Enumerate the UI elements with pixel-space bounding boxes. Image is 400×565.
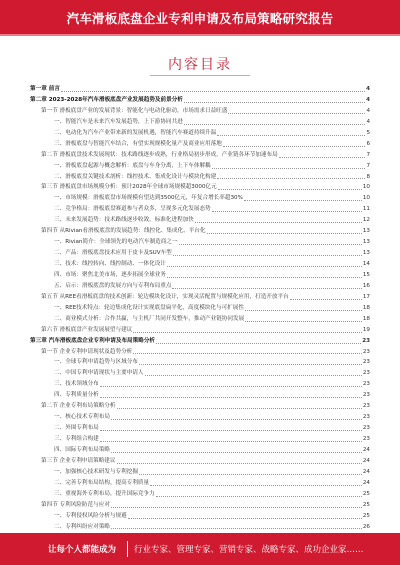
toc-leader-dots	[117, 408, 362, 409]
toc-entry-title: 二、专利纠纷应对策略	[54, 523, 110, 530]
toc-entry-title: 一、加强核心技术研发与专利挖掘	[54, 468, 138, 475]
toc-entry-page: 25	[362, 490, 370, 497]
toc-entry[interactable]	[30, 500, 370, 511]
toc-entry[interactable]	[30, 423, 370, 434]
toc-leader-dots	[223, 146, 366, 147]
toc-leader-dots	[195, 222, 362, 223]
toc-leader-dots	[111, 507, 362, 508]
toc-entry[interactable]	[30, 379, 370, 390]
toc-entry-title: 四、国际专利布局策略	[54, 446, 110, 453]
report-header	[0, 0, 400, 34]
toc-entry-page: 7	[366, 162, 370, 169]
toc-entry[interactable]	[30, 325, 370, 336]
toc-entry-page: 18	[362, 304, 370, 311]
toc-entry-title: 三、重视海外专利布局，提升国际竞争力	[54, 490, 155, 497]
toc-entry-page: 13	[362, 228, 370, 235]
toc-entry[interactable]	[30, 281, 370, 292]
toc-entry-title: 第五节 从REE看滑板底盘的技术创新：轮边模块化设计，实现灵活配置与规模化应用，打造开放平台	[41, 293, 289, 300]
toc-entry-page: 7	[366, 151, 370, 158]
toc-leader-dots	[290, 299, 362, 300]
toc-entry[interactable]	[30, 84, 370, 95]
toc-entry-title: 二、滑板底盘关键技术剖析：线控技术、集成化设计与模块化构建	[54, 173, 217, 180]
toc-entry-title: 二、中国专利申请现状与主要申请人	[54, 370, 144, 377]
toc-leader-dots	[228, 113, 365, 114]
toc-leader-dots	[173, 255, 362, 256]
toc-entry-page: 10	[362, 184, 370, 191]
toc-entry-title: 四、专利质量分析	[54, 392, 99, 399]
toc-entry-page: 15	[362, 271, 370, 278]
toc-entry-page: 24	[362, 468, 370, 475]
toc-entry[interactable]	[30, 237, 370, 248]
toc-entry-page: 4	[366, 96, 370, 103]
toc-leader-dots	[184, 124, 366, 125]
toc-entry[interactable]	[30, 368, 370, 379]
toc-leader-dots	[61, 91, 365, 92]
toc-entry[interactable]	[30, 467, 370, 478]
toc-leader-dots	[111, 419, 362, 420]
toc-entry-page: 4	[366, 107, 370, 114]
toc-entry[interactable]	[30, 139, 370, 150]
toc-leader-dots	[100, 397, 362, 398]
toc-heading-divider	[150, 75, 250, 76]
toc-leader-dots	[117, 463, 362, 464]
toc-leader-dots	[245, 321, 362, 322]
toc-entry-title: 三、滑板底盘与智能汽车结合，有望实现规模化量产及商业应用落地	[54, 140, 222, 147]
toc-entry-title: 二、电动化为汽车产业带来新的发展机遇，智能汽车赛道持续升温	[54, 129, 217, 136]
toc-entry-page: 25	[362, 501, 370, 508]
toc-entry[interactable]	[30, 204, 370, 215]
toc-entry[interactable]	[30, 456, 370, 467]
toc-entry-title: 二、完善专利布局结构，提高专利质量	[54, 479, 150, 486]
toc-entry[interactable]	[30, 270, 370, 281]
toc-entry-page: 16	[362, 282, 370, 289]
toc-entry[interactable]	[30, 357, 370, 368]
toc-entry-title: 一、专利侵权风险分析与规避	[54, 512, 127, 519]
toc-entry-title: 第三节 企业专利申请策略建议	[41, 457, 116, 464]
toc-entry-title: 一、滑板底盘起源与概念解析：底盘与车身分离，上下车体解耦	[54, 162, 211, 169]
toc-entry-page: 24	[362, 479, 370, 486]
toc-entry-page: 4	[366, 118, 370, 125]
toc-entry-page: 11	[362, 206, 370, 213]
toc-entry[interactable]	[30, 128, 370, 139]
toc-entry-title: 第二节 滑板底盘技术发展现状：技术路线逐步成熟，行业格局初步形成，产业链各环节加速布局	[41, 151, 278, 158]
toc-leader-dots	[150, 485, 362, 486]
toc-entry-page: 19	[362, 326, 370, 333]
toc-entry-page: 23	[362, 436, 370, 442]
toc-leader-dots	[184, 102, 365, 103]
toc-leader-dots	[156, 496, 362, 497]
toc-entry-title: 第一节 滑板底盘产业的发展背景：智能化与电动化驱动，市场需求日益旺盛	[41, 107, 228, 114]
toc-leader-dots	[207, 233, 362, 234]
toc-entry-title: 第六节 滑板底盘产业发展展望与建议	[41, 326, 133, 333]
toc-entry[interactable]	[30, 522, 370, 533]
toc-entry-page: 23	[362, 359, 370, 366]
toc-entry[interactable]	[30, 303, 370, 314]
toc-entry-title: 第二章 2023-2028年汽车滑板底盘产业发展趋势及前景分析	[30, 96, 183, 103]
toc-entry[interactable]	[30, 445, 370, 456]
toc-leader-dots	[100, 386, 362, 387]
toc-entry-title: 第二节 企业专利布局策略分析	[41, 403, 116, 410]
toc-entry-page: 8	[366, 173, 370, 180]
toc-entry-page: 24	[362, 446, 370, 453]
toc-entry[interactable]	[30, 336, 370, 347]
toc-entry[interactable]	[30, 511, 370, 522]
header-divider	[0, 34, 400, 36]
toc-entry-page: 23	[362, 403, 370, 410]
toc-heading: 内容目录	[168, 57, 232, 73]
toc-entry-page: 13	[362, 239, 370, 246]
toc-leader-dots	[100, 430, 362, 431]
toc-entry[interactable]	[30, 478, 370, 489]
toc-leader-dots	[133, 332, 362, 333]
toc-entry[interactable]	[30, 172, 370, 183]
toc-entry[interactable]	[30, 182, 370, 193]
toc-entry-page: 13	[362, 250, 370, 257]
toc-entry-title: 二、商业模式分析：合作共赢，与主机厂共同开发整车，推动产业链协同发展	[54, 315, 245, 322]
toc-leader-dots	[111, 528, 362, 529]
toc-entry-title: 第一章 前言	[30, 86, 60, 92]
toc-leader-dots	[156, 343, 361, 344]
toc-leader-dots	[167, 277, 362, 278]
toc-entry-title: 二、竞争格局：滑板底盘赛道参与者众多，呈现多元化发展态势	[54, 206, 211, 213]
toc-entry[interactable]	[30, 412, 370, 423]
toc-entry[interactable]	[30, 95, 370, 106]
toc-entry-page: 24	[362, 457, 370, 464]
toc-leader-dots	[212, 168, 366, 169]
toc-entry[interactable]	[30, 106, 370, 117]
toc-leader-dots	[100, 441, 362, 442]
toc-entry[interactable]	[30, 193, 370, 204]
toc-leader-dots	[217, 135, 365, 136]
toc-leader-dots	[167, 266, 362, 267]
toc-entry-title: 一、市场规模：滑板底盘市场规模有望达到3500亿元，年复合增长率超30%	[54, 195, 243, 202]
toc-entry-title: 一、智能汽车是未来汽车发展趋势，上下游协同共进	[54, 118, 183, 125]
toc-entry[interactable]	[30, 292, 370, 303]
toc-entry-page: 23	[362, 392, 370, 399]
toc-entry[interactable]	[30, 347, 370, 358]
toc-entry-page: 10	[362, 195, 370, 202]
footer-slogan-left: 让每个人都能成为	[48, 545, 117, 555]
toc-entry[interactable]	[30, 226, 370, 237]
toc-leader-dots	[145, 375, 362, 376]
toc-leader-dots	[139, 364, 362, 365]
toc-entry-page: 23	[362, 337, 370, 344]
footer-divider	[127, 541, 128, 557]
toc-entry-page: 6	[366, 140, 370, 147]
toc-entry-title: 一、Rivian简介：全球领先的电动汽车制造商之一	[54, 239, 178, 246]
toc-leader-dots	[133, 353, 362, 354]
toc-entry-title: 三、未来发展趋势：技术路线逐步收敛，标准化进程加快	[54, 217, 194, 224]
toc-entry[interactable]	[30, 434, 370, 445]
toc-entry[interactable]	[30, 314, 370, 325]
toc-entry-title: 三、专利组合构建	[54, 436, 99, 442]
toc-entry[interactable]	[30, 390, 370, 401]
toc-entry-page: 12	[362, 217, 370, 224]
toc-leader-dots	[212, 211, 362, 212]
toc-entry-title: 第四节 专利风险防范与应对	[41, 501, 110, 508]
toc-leader-dots	[172, 288, 361, 289]
toc-entry-title: 第三章 汽车滑板底盘企业专利申请及布局策略分析	[30, 337, 156, 344]
toc-entry-page: 17	[362, 293, 370, 300]
toc-leader-dots	[245, 310, 362, 311]
toc-entry-title: 第三节 滑板底盘市场规模分析：预计2028年全球市场规模超3000亿元	[41, 184, 217, 191]
toc-entry-title: 第四节 从Rivian看滑板底盘的发展趋势：线控化、集成化、平台化	[41, 228, 206, 235]
toc-entry-page: 23	[362, 425, 370, 432]
toc-leader-dots	[279, 157, 366, 158]
toc-leader-dots	[244, 200, 362, 201]
report-title: 汽车滑板底盘企业专利申请及布局策略研究报告	[66, 11, 334, 26]
toc-entry[interactable]	[30, 117, 370, 128]
toc-entry[interactable]	[30, 401, 370, 412]
toc-entry-page: 23	[362, 348, 370, 355]
toc-entry-page: 25	[362, 512, 370, 519]
toc-leader-dots	[139, 474, 362, 475]
toc-entry[interactable]	[30, 150, 370, 161]
table-of-contents	[30, 84, 370, 532]
toc-leader-dots	[128, 518, 362, 519]
toc-entry[interactable]	[30, 215, 370, 226]
toc-entry-title: 二、外围专利布局	[54, 425, 99, 432]
toc-entry-title: 三、技术领域分布	[54, 381, 99, 388]
toc-entry-title: 四、市场：聚焦北美市场，逐步拓展全球业务	[54, 271, 166, 278]
toc-entry-title: 二、产品：滑板底盘技术应用于皮卡及SUV车型	[54, 250, 172, 257]
toc-entry[interactable]	[30, 489, 370, 500]
toc-entry[interactable]	[30, 259, 370, 270]
toc-leader-dots	[111, 452, 362, 453]
toc-entry[interactable]	[30, 161, 370, 172]
toc-entry-title: 三、技术：线控转向、线控制动、一体化设计	[54, 261, 166, 267]
toc-entry-page: 23	[362, 370, 370, 377]
toc-leader-dots	[218, 189, 362, 190]
toc-entry-page: 18	[362, 315, 370, 322]
footer-slogan-right: 行业专家、管理专家、营销专家、战略专家、成功企业家……	[134, 545, 364, 555]
toc-entry-page: 23	[362, 414, 370, 421]
toc-leader-dots	[179, 244, 362, 245]
footer-bar	[0, 533, 400, 565]
toc-entry-title: 一、核心技术专利布局	[54, 414, 110, 421]
toc-entry[interactable]	[30, 248, 370, 259]
toc-entry-title: 五、启示：滑板底盘的发展方向与专利布局重点	[54, 282, 172, 289]
toc-entry-page: 4	[366, 86, 370, 92]
toc-entry-page: 26	[362, 523, 370, 530]
toc-leader-dots	[217, 178, 365, 179]
toc-entry-title: 第一节 企业专利申请现状及趋势分析	[41, 348, 133, 355]
toc-entry-title: 一、全球专利申请趋势与区域分布	[54, 359, 138, 366]
toc-entry-page: 14	[362, 261, 370, 267]
toc-entry-title: 一、REE技术特点：轮边集成化设计实现底盘扁平化，高度模块化与可扩展性	[54, 304, 244, 311]
toc-entry-page: 23	[362, 381, 370, 388]
toc-entry-page: 5	[366, 129, 370, 136]
